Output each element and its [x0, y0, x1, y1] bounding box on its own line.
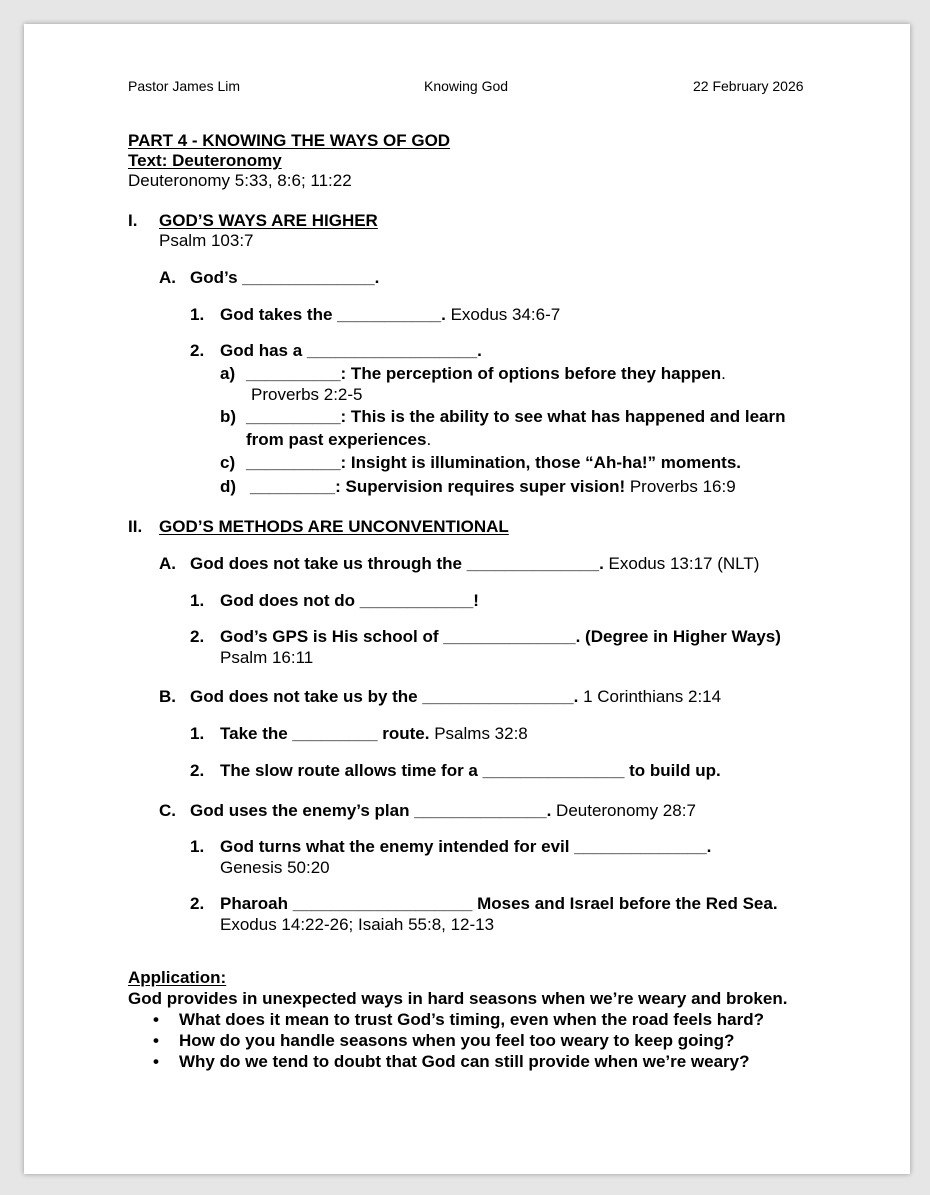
- sub-b-label: b): [220, 407, 237, 426]
- section2-b-line: [190, 686, 721, 707]
- section2-b-text: God does not take us by the ________________.: [190, 687, 579, 706]
- section2-heading: GOD’S METHODS ARE UNCONVENTIONAL: [159, 517, 509, 536]
- section2-c1-num: 1.: [190, 837, 205, 856]
- section2-a2-num: 2.: [190, 627, 205, 646]
- bullet-icon: •: [153, 1052, 159, 1071]
- sub-d-label: d): [220, 477, 237, 496]
- section2-a-ref: Exodus 13:17 (NLT): [603, 554, 760, 573]
- section2-a-label: A.: [159, 554, 176, 573]
- title-refs: Deuteronomy 5:33, 8:6; 11:22: [128, 171, 352, 190]
- application-statement: God provides in unexpected ways in hard seasons when we’re weary and broken.: [128, 989, 788, 1008]
- sub-a-text: __________: The perception of options before they happen: [246, 364, 722, 383]
- section2-c-text: God uses the enemy’s plan ______________.: [190, 801, 552, 820]
- section2-a1-num: 1.: [190, 591, 205, 610]
- bullet-icon: •: [153, 1031, 159, 1050]
- section2-c2-text: Pharoah ___________________ Moses and Israel before the Red Sea.: [220, 894, 778, 913]
- sub-c-text: __________: Insight is illumination, those “Ah-ha!” moments.: [246, 453, 742, 472]
- section2-b1-text: Take the _________ route.: [220, 724, 430, 743]
- section2-a-line: [190, 553, 759, 574]
- section2-num: II.: [128, 517, 143, 536]
- section2-b-ref: 1 Corinthians 2:14: [578, 687, 722, 706]
- sub-b-period: .: [426, 430, 432, 449]
- section2-a2-ref: Psalm 16:11: [220, 648, 314, 667]
- page-title: PART 4 - KNOWING THE WAYS OF GOD: [128, 131, 451, 150]
- header-date: 22 February 2026: [693, 78, 804, 94]
- section2-c2-ref: Exodus 14:22-26; Isaiah 55:8, 12-13: [220, 915, 495, 934]
- sub-a-period: .: [721, 364, 726, 383]
- section1-p2-num: 2.: [190, 341, 205, 360]
- sub-d-line: [250, 476, 736, 497]
- section1-p1-line: [220, 304, 560, 325]
- question-text: Why do we tend to doubt that God can still provide when we’re weary?: [179, 1052, 750, 1071]
- section2-c-line: [190, 800, 696, 821]
- section2-c1-text: God turns what the enemy intended for evil ______________.: [220, 837, 712, 856]
- section1-num: I.: [128, 211, 138, 230]
- question-text: What does it mean to trust God’s timing, even when the road feels hard?: [179, 1010, 764, 1029]
- section2-b2-text: The slow route allows time for a _______________ to build up.: [220, 761, 721, 780]
- section1-p1-text: God takes the ___________.: [220, 305, 446, 324]
- header-author: Pastor James Lim: [128, 78, 241, 94]
- sub-b-text-2: from past experiences: [246, 430, 427, 449]
- section2-b1-num: 1.: [190, 724, 205, 743]
- application-heading: Application:: [128, 968, 227, 987]
- section1-p2-text: God has a __________________.: [220, 341, 482, 360]
- sub-d-text: _________: Supervision requires super vision!: [250, 477, 626, 496]
- section1-a-label: A.: [159, 268, 176, 287]
- section2-b-label: B.: [159, 687, 176, 706]
- list-item: [128, 1009, 764, 1030]
- section2-c-ref: Deuteronomy 28:7: [551, 801, 696, 820]
- section2-c1-ref: Genesis 50:20: [220, 858, 330, 877]
- section2-c2-num: 2.: [190, 894, 205, 913]
- section2-b1-ref: Psalms 32:8: [429, 724, 528, 743]
- section1-p1-ref: Exodus 34:6-7: [445, 305, 561, 324]
- header-series: Knowing God: [424, 78, 509, 94]
- sub-a-ref: Proverbs 2:2-5: [251, 385, 363, 404]
- section1-heading: GOD’S WAYS ARE HIGHER: [159, 211, 378, 230]
- section2-a2-text: God’s GPS is His school of ______________. (Degree in Higher Ways): [220, 627, 781, 646]
- section2-a1-text: God does not do ____________!: [220, 591, 479, 610]
- sub-d-ref: Proverbs 16:9: [625, 477, 736, 496]
- sub-a-line: [246, 363, 726, 384]
- list-item: [128, 1051, 764, 1072]
- section2-b2-num: 2.: [190, 761, 205, 780]
- list-item: [128, 1030, 764, 1051]
- section1-a-text: God’s ______________.: [190, 268, 380, 287]
- bullet-icon: •: [153, 1010, 159, 1029]
- section1-p1-num: 1.: [190, 305, 205, 324]
- section2-c-label: C.: [159, 801, 176, 820]
- application-questions: [128, 1009, 764, 1072]
- text-source: Text: Deuteronomy: [128, 151, 282, 170]
- section2-a-text: God does not take us through the ______________.: [190, 554, 604, 573]
- section2-b1-line: [220, 723, 528, 744]
- section1-ref: Psalm 103:7: [159, 231, 254, 250]
- sub-b-text-1: __________: This is the ability to see what has happened and learn: [246, 407, 786, 426]
- sub-b-line-2: [246, 429, 431, 450]
- sub-a-label: a): [220, 364, 236, 383]
- question-text: How do you handle seasons when you feel too weary to keep going?: [179, 1031, 735, 1050]
- sub-c-label: c): [220, 453, 236, 472]
